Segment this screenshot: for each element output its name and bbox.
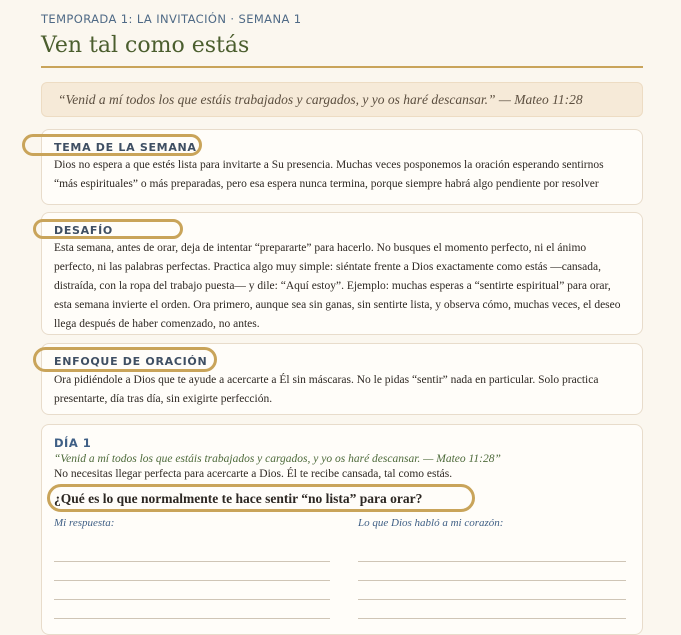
my-response-label: Mi respuesta: [54,517,115,529]
focus-text: Ora pidiéndole a Dios que te ayude a acercarte a Él sin máscaras. No le pidas “sentir” nada en particular. Solo practica presentarte, día tras día, sin exigirte perfección. [54,374,599,405]
day1-reflection: No necesitas llegar perfecta para acercarte a Dios. Él te recibe cansada, tal como estás. [54,468,453,480]
verse-banner [41,82,643,117]
response-line[interactable] [54,561,330,562]
title-divider [41,66,643,68]
theme-label: TEMA DE LA SEMANA [54,141,197,154]
focus-label: ENFOQUE DE ORACIÓN [54,355,208,368]
response-line[interactable] [54,618,330,619]
day1-title: DÍA 1 [54,436,92,450]
verse-text: “Venid a mí todos los que estáis trabajados y cargados, y yo os haré descansar.” — Mateo 11:28 [58,92,583,107]
response-line[interactable] [54,599,330,600]
heart-label: Lo que Dios habló a mi corazón: [358,517,504,529]
focus-highlight-oval [33,347,217,372]
day1-question: ¿Qué es lo que normalmente te hace sentir “no lista” para orar? [54,491,423,506]
challenge-text: Esta semana, antes de orar, deja de intentar “prepararte” para hacerlo. No busques el momento perfecto, ni el ánimo perfecto, ni las palabras perfectas. Practica algo muy simple: siéntate frente a Dios exactamente como estás —cansada, distraída, con la ropa del trabajo puesta— y dile: “Aquí estoy”. Ejemplo: muchas esperas a “sentirte espiritual” para orar, esta semana invierte el orden. Ora primero, aunque sea sin ganas, sin sentirte lista, y observa cómo, muchas veces, el deseo llega después de haber comenzado, no antes. [54,242,621,330]
challenge-highlight-oval [33,219,183,239]
heart-line[interactable] [358,580,626,581]
page-title: Ven tal como estás [41,33,250,58]
season-kicker: TEMPORADA 1: LA INVITACIÓN · SEMANA 1 [41,12,302,26]
heart-line[interactable] [358,561,626,562]
heart-line[interactable] [358,599,626,600]
question-highlight-oval [47,484,475,512]
theme-highlight-oval [22,134,202,156]
theme-text: Dios no espera a que estés lista para invitarte a Su presencia. Muchas veces posponemos la oración esperando sentirnos “más espirituales” o más preparadas, pero esa espera nunca termina, porque siempre habrá algo pendiente por resolver [54,159,604,190]
heart-line[interactable] [358,618,626,619]
day1-card [41,424,643,635]
response-line[interactable] [54,580,330,581]
challenge-label: DESAFÍO [54,224,113,237]
day1-verse: “Venid a mí todos los que estáis trabajados y cargados, y yo os haré descansar. — Mateo 11:28” [54,453,501,465]
